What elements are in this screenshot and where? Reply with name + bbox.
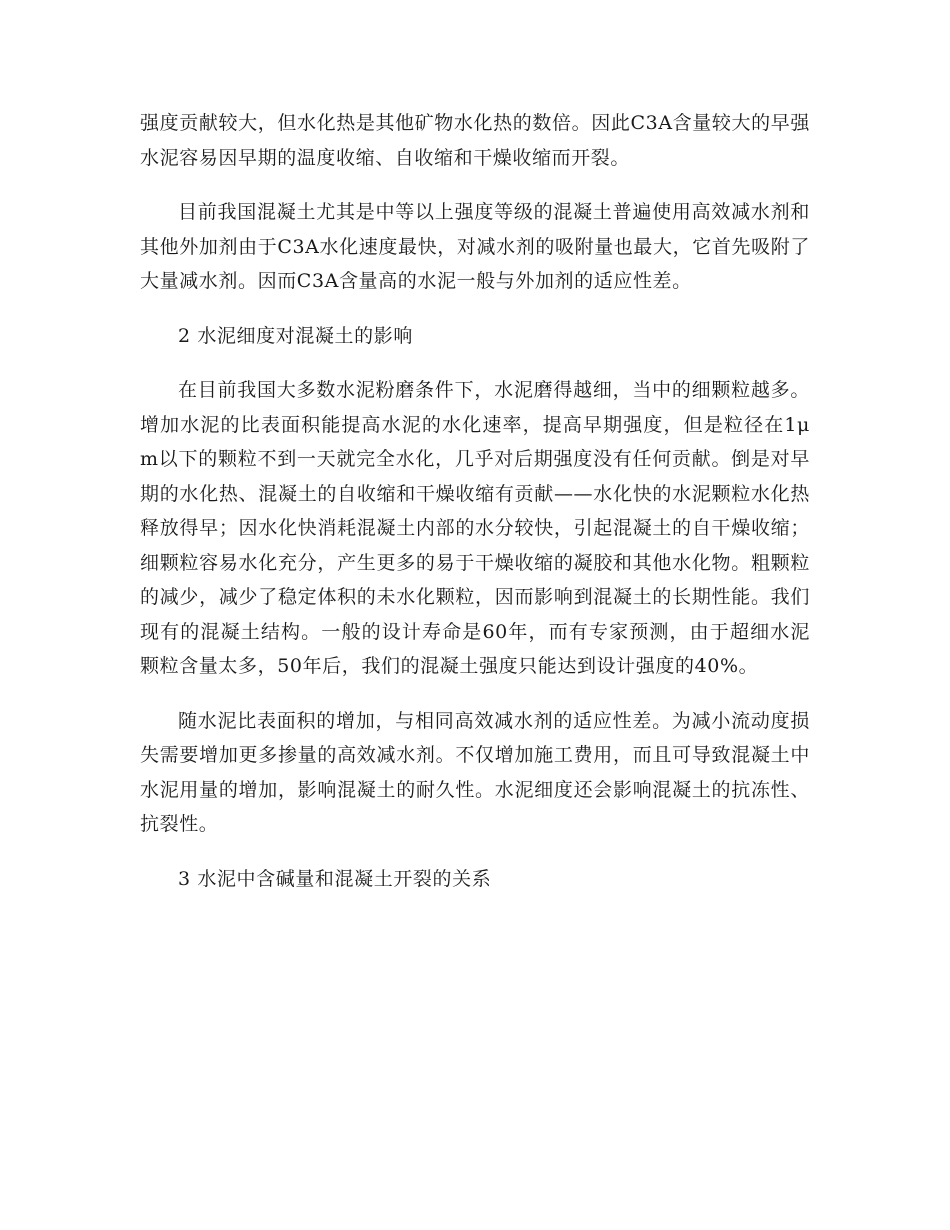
section-heading-cement-fineness: 2 水泥细度对混凝土的影响 — [178, 324, 413, 347]
section-heading-alkali-content: 3 水泥中含碱量和混凝土开裂的关系 — [178, 867, 492, 890]
paragraph-surface-area: 随水泥比表面积的增加，与相同高效减水剂的适应性差。为减小流动度损失需要增加更多掺量的高效减水剂。不仅增加施工费用，而且可导致混凝土中水泥用量的增加，影响混凝土的耐久性。水泥细度还会影响混凝土的抗冻性、抗裂性。 — [140, 709, 810, 835]
paragraph-fineness-effects: 在目前我国大多数水泥粉磨条件下，水泥磨得越细，当中的细颗粒越多。增加水泥的比表面积能提高水泥的水化速率，提高早期强度，但是粒径在1μm以下的颗粒不到一天就完全水化，几乎对后期强度没有任何贡献。倒是对早期的水化热、混凝土的自收缩和干燥收缩有贡献——水化快的水泥颗粒水化热释放得早；因水化快消耗混凝土内部的水分较快，引起混凝土的自干燥收缩；细颗粒容易水化充分，产生更多的易于干燥收缩的凝胶和其他水化物。粗颗粒的减少，减少了稳定体积的未水化颗粒，因而影响到混凝土的长期性能。我们现有的混凝土结构。一般的设计寿命是60年，而有专家预测，由于超细水泥颗粒含量太多，50年后，我们的混凝土强度只能达到设计强度的40%。 — [140, 379, 810, 677]
paragraph-c3a-strength: 强度贡献较大，但水化热是其他矿物水化热的数倍。因此C3A含量较大的早强水泥容易因早期的温度收缩、自收缩和干燥收缩而开裂。 — [140, 112, 810, 169]
paragraph-admixture-adaptability: 目前我国混凝土尤其是中等以上强度等级的混凝土普遍使用高效减水剂和其他外加剂由于C3A水化速度最快，对减水剂的吸附量也最大，它首先吸附了大量减水剂。因而C3A含量高的水泥一般与外加剂的适应性差。 — [140, 201, 810, 292]
document-body — [140, 106, 810, 916]
